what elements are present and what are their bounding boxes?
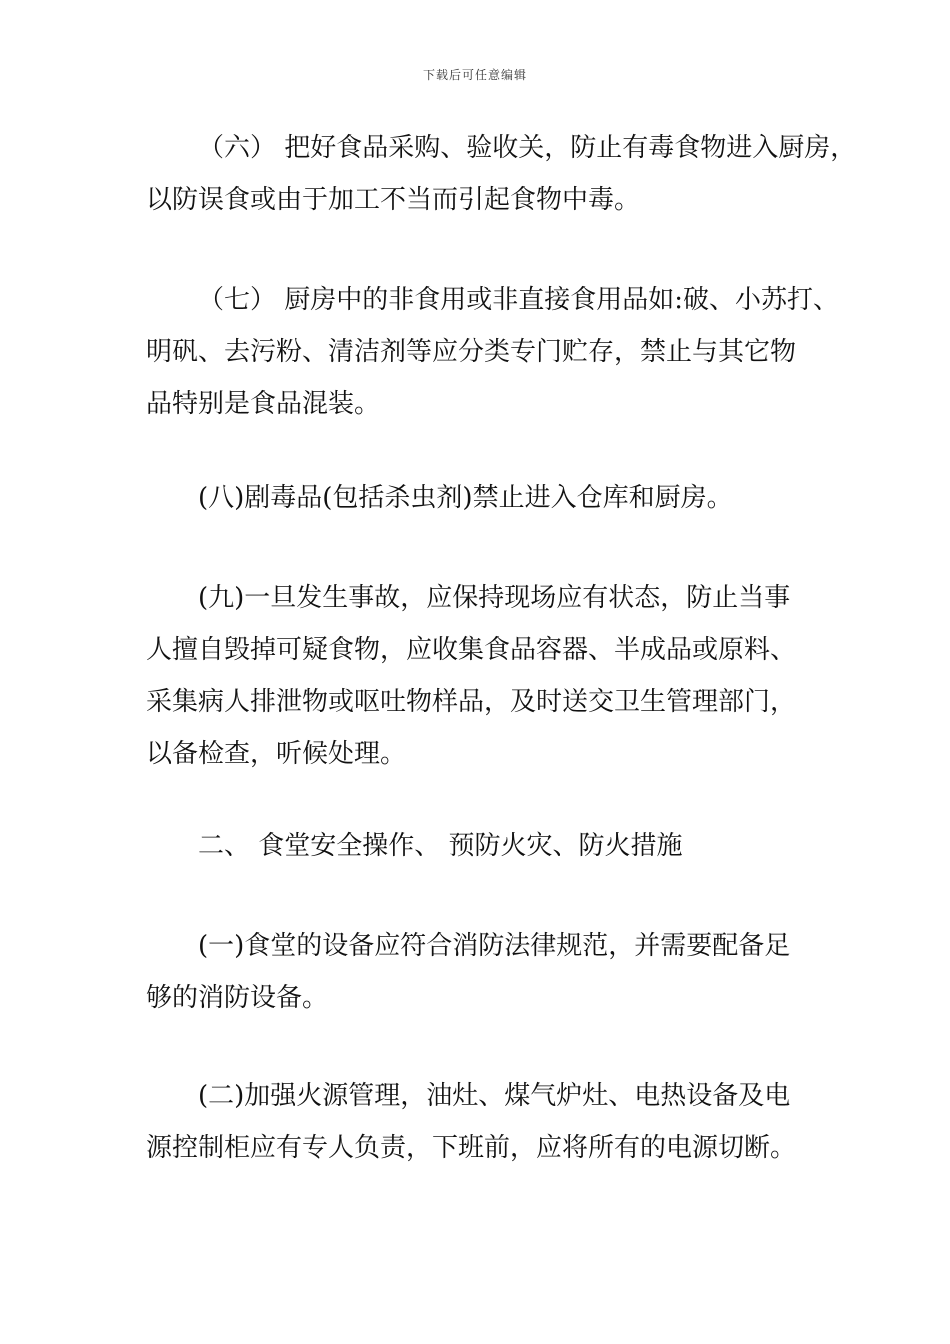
page-header-note: 下载后可任意编辑 — [422, 68, 527, 82]
paragraph-line: 够的消防设备。 — [146, 983, 329, 1013]
paragraph-line: 采集病人排泄物或呕吐物样品，及时送交卫生管理部门， — [146, 687, 797, 717]
paragraph-line: (一)食堂的设备应符合消防法律规范，并需要配备足 — [198, 931, 791, 961]
paragraph-line: （七） 厨房中的非食用或非直接食用品如:破、小苏打、 — [198, 285, 840, 315]
paragraph-section2-1 — [146, 920, 846, 1024]
paragraph-line: 源控制柜应有专人负责，下班前，应将所有的电源切断。 — [146, 1133, 797, 1163]
paragraph-line: （六） 把好食品采购、验收关，防止有毒食物进入厨房， — [198, 133, 857, 163]
paragraph-7 — [146, 274, 846, 430]
paragraph-line: 以备检查，听候处理。 — [146, 739, 407, 769]
paragraph-line: 以防误食或由于加工不当而引起食物中毒。 — [146, 185, 641, 215]
paragraph-line: (二)加强火源管理，油灶、煤气炉灶、电热设备及电 — [198, 1081, 791, 1111]
paragraph-section2-2 — [146, 1070, 846, 1174]
paragraph-9 — [146, 572, 846, 780]
paragraph-line: 人擅自毁掉可疑食物，应收集食品容器、半成品或原料、 — [146, 635, 797, 665]
paragraph-8 — [146, 472, 846, 524]
section-heading-2 — [146, 820, 846, 872]
paragraph-line: 明矾、去污粉、清洁剂等应分类专门贮存，禁止与其它物 — [146, 337, 797, 367]
paragraph-line: 品特别是食品混装。 — [146, 389, 381, 419]
paragraph-line: (九)一旦发生事故，应保持现场应有状态，防止当事 — [198, 583, 791, 613]
section-heading-text: 二、 食堂安全操作、 预防火灾、防火措施 — [198, 831, 683, 861]
paragraph-line: (八)剧毒品(包括杀虫剂)禁止进入仓库和厨房。 — [198, 483, 733, 513]
paragraph-6 — [146, 122, 857, 226]
